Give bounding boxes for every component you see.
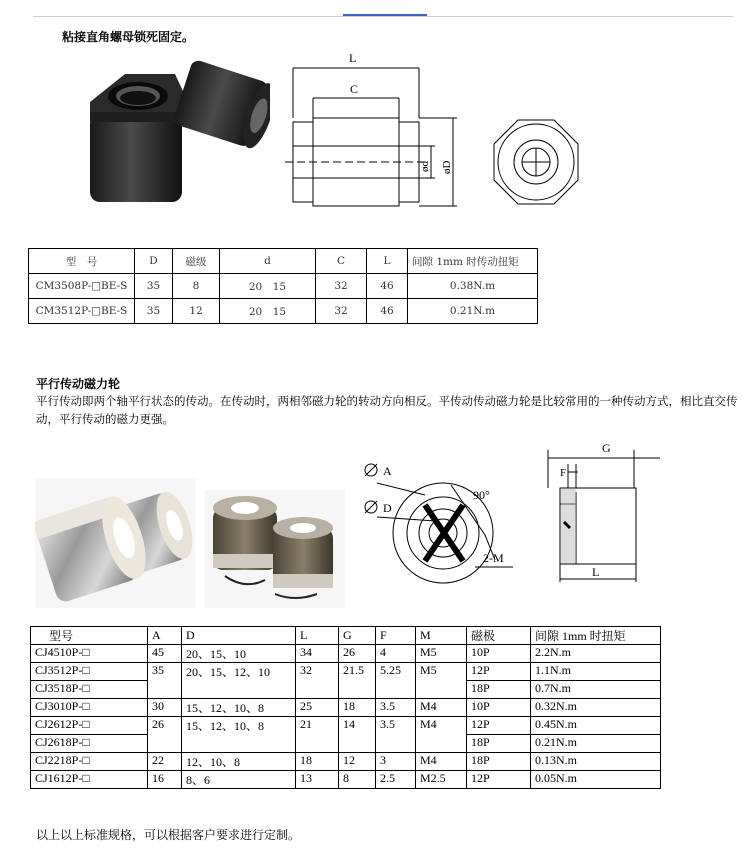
table-cell: 2.2N.m	[531, 645, 661, 663]
coupling-side-drawing	[285, 48, 475, 213]
table-cell: CJ2218P-□	[31, 753, 148, 771]
coupling-photo	[80, 52, 270, 212]
table-cell: 10P	[467, 699, 531, 717]
table-row	[29, 274, 538, 299]
table-cell: M4	[416, 717, 467, 753]
table-cell: 22	[148, 753, 182, 771]
dim-D: øD	[441, 160, 453, 174]
table-cell: M2.5	[416, 771, 467, 789]
table-row	[29, 299, 538, 324]
table-cell: 0.7N.m	[531, 681, 661, 699]
table-cell: M5	[416, 645, 467, 663]
top-divider	[33, 16, 733, 17]
table-cell: 3.5	[376, 717, 416, 753]
table-row	[31, 645, 661, 663]
magnetic-wheel-photo-silver	[35, 478, 195, 608]
table-cell: 间隙 1mm 时扭矩	[531, 627, 661, 645]
t1-header-d: d	[220, 249, 316, 274]
table-cell: 13	[296, 771, 339, 789]
table-cell: 18	[296, 753, 339, 771]
table-cell: 0.21N.m	[408, 299, 538, 324]
table-cell: 2.5	[376, 771, 416, 789]
table-cell: 18P	[467, 735, 531, 753]
table-cell: 12	[339, 753, 376, 771]
table-cell: 0.45N.m	[531, 717, 661, 735]
magnetic-wheel-face-drawing	[355, 455, 530, 590]
table-cell: 46	[367, 274, 408, 299]
dim-d: ød	[419, 161, 431, 172]
table-cell: 20、15、10	[182, 645, 296, 663]
table-cell: 32	[316, 299, 367, 324]
table-cell: M4	[416, 699, 467, 717]
table-cell: M4	[416, 753, 467, 771]
table-cell: 12P	[467, 771, 531, 789]
table-row	[31, 663, 661, 681]
table-cell: 35	[148, 663, 182, 699]
table-cell: 35	[135, 274, 173, 299]
coupling-front-drawing	[490, 118, 582, 206]
table-cell: 14	[339, 717, 376, 753]
table-cell: 3	[376, 753, 416, 771]
table-cell: CM3508P-□BE-S	[29, 274, 135, 299]
dim-A: A	[383, 464, 392, 478]
magnetic-wheel-section-drawing	[540, 432, 670, 592]
table-row	[31, 717, 661, 735]
table-row	[31, 699, 661, 717]
table-cell: L	[296, 627, 339, 645]
table-cell: CJ4510P-□	[31, 645, 148, 663]
t1-header-D: D	[135, 249, 173, 274]
table-cell: 5.25	[376, 663, 416, 699]
table-cell: 20 15	[220, 299, 316, 324]
dim-G: G	[602, 441, 611, 455]
table-cell: 25	[296, 699, 339, 717]
table-cell: A	[148, 627, 182, 645]
table-cell: 0.13N.m	[531, 753, 661, 771]
footer-note: 以上以上标准规格，可以根据客户要求进行定制。	[36, 828, 301, 842]
table-cell: 4	[376, 645, 416, 663]
dim-L: L	[349, 51, 357, 65]
table-cell: 35	[135, 299, 173, 324]
table-cell: 12P	[467, 717, 531, 735]
table-cell: M5	[416, 663, 467, 699]
table-cell: 0.32N.m	[531, 699, 661, 717]
table-cell: CJ3512P-□	[31, 663, 148, 681]
table-cell: CJ3010P-□	[31, 699, 148, 717]
dim-L2: L	[592, 565, 600, 579]
dim-D2: D	[383, 501, 392, 515]
table-row	[31, 753, 661, 771]
dim-F: F	[560, 467, 567, 479]
table-cell: CJ3518P-□	[31, 681, 148, 699]
table-cell: 0.05N.m	[531, 771, 661, 789]
magnetic-wheel-photo-bronze	[205, 490, 345, 608]
table-cell: 45	[148, 645, 182, 663]
table-cell: 15、12、10、8	[182, 699, 296, 717]
table-cell: 0.38N.m	[408, 274, 538, 299]
table-cell: 32	[296, 663, 339, 699]
table-cell: CJ1612P-□	[31, 771, 148, 789]
table-cell: 34	[296, 645, 339, 663]
table-cell: 1.1N.m	[531, 663, 661, 681]
top-link-underline[interactable]	[343, 14, 427, 16]
table-cell: 26	[339, 645, 376, 663]
table-cell: 26	[148, 717, 182, 753]
table-cell: 3.5	[376, 699, 416, 717]
t1-header-torque: 间隙 1mm 时传动扭矩	[408, 249, 538, 274]
t1-header-L: L	[367, 249, 408, 274]
spec-table-1	[28, 248, 538, 324]
section2-heading: 平行传动磁力轮	[36, 377, 121, 391]
table-cell: 21	[296, 717, 339, 753]
t1-header-model: 型 号	[29, 249, 135, 274]
table-cell: 18P	[467, 681, 531, 699]
table-cell: 8	[339, 771, 376, 789]
section1-heading: 粘接直角螺母锁死固定。	[62, 30, 195, 44]
table-cell: G	[339, 627, 376, 645]
table-cell: 12P	[467, 663, 531, 681]
table-cell: 型号	[31, 627, 148, 645]
dim-C: C	[350, 82, 359, 96]
table-cell: 8	[173, 274, 220, 299]
table-cell: 16	[148, 771, 182, 789]
section2-paragraph: 平行传动即两个轴平行状态的传动。在传动时，两相邻磁力轮的转动方向相反。平传动传动磁力轮是比较常用的一种传动方式，相比直交传动，平行传动的磁力更强。	[36, 394, 738, 426]
table-cell: 18	[339, 699, 376, 717]
table-cell: 20、15、12、10	[182, 663, 296, 699]
table-cell: 0.21N.m	[531, 735, 661, 753]
table-cell: D	[182, 627, 296, 645]
table-cell: 12	[173, 299, 220, 324]
dim-M: 2-M	[483, 551, 504, 565]
table-cell: 32	[316, 274, 367, 299]
table-cell: 8、6	[182, 771, 296, 789]
table-cell: CJ2618P-□	[31, 735, 148, 753]
table-cell: 46	[367, 299, 408, 324]
table-cell: 30	[148, 699, 182, 717]
table-cell: 15、12、10、8	[182, 717, 296, 753]
t1-header-poles: 磁级	[173, 249, 220, 274]
table-cell: 20 15	[220, 274, 316, 299]
table-cell: 18P	[467, 753, 531, 771]
table-cell: 12、10、8	[182, 753, 296, 771]
table-cell: CM3512P-□BE-S	[29, 299, 135, 324]
table-row	[31, 771, 661, 789]
table-cell: 10P	[467, 645, 531, 663]
table-cell: M	[416, 627, 467, 645]
table-cell: 21.5	[339, 663, 376, 699]
table-cell: F	[376, 627, 416, 645]
table-cell: 磁极	[467, 627, 531, 645]
dim-angle: 90°	[473, 488, 490, 502]
table-cell: CJ2612P-□	[31, 717, 148, 735]
t1-header-C: C	[316, 249, 367, 274]
spec-table-2	[30, 626, 661, 789]
